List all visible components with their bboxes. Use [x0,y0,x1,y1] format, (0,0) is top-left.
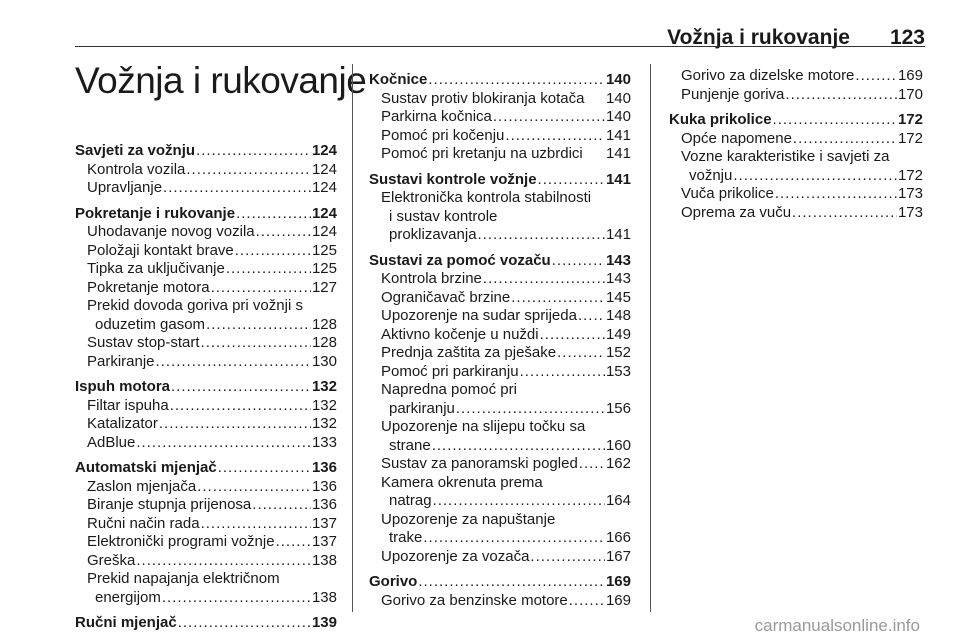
toc-entry-continuation[interactable] [669,167,923,186]
toc-page-number: 124 [311,142,337,159]
toc-entry-label: Pokretanje i rukovanje [75,204,236,222]
toc-page-number: 160 [605,436,631,454]
toc-section-entry[interactable] [75,205,337,224]
toc-entry-continuation[interactable] [369,400,631,419]
dot-leader [256,223,311,242]
toc-entry-label: Ograničavač brzine [381,288,511,306]
toc-entry[interactable] [669,86,923,105]
toc-entry[interactable] [369,108,631,127]
toc-entry[interactable] [75,179,337,198]
dot-leader [423,529,605,548]
toc-entry-label: oduzetim gasom [95,315,206,333]
toc-entry-label: Vuča prikolice [681,185,774,202]
dot-leader [163,179,311,198]
toc-entry-label: Gorivo [369,573,418,590]
dot-leader [855,67,897,86]
toc-entry-label: vožnju [689,166,733,184]
dot-leader [432,437,605,456]
toc-page-number: 149 [605,325,631,343]
toc-page-number: 145 [605,288,631,306]
dot-leader [493,108,605,127]
toc-page-number: 124 [311,179,337,196]
toc-entry-line[interactable] [369,189,631,208]
toc-page-number: 170 [897,85,923,103]
toc-entry[interactable] [75,260,337,279]
toc-entry-label: Uhodavanje novog vozila [87,223,255,240]
toc-page-number: 138 [311,588,337,606]
toc-entry-label: Tipka za uključivanje [87,260,225,277]
toc-page-number: 141 [605,126,631,144]
toc-entry-label: Sustav protiv blokiranja kotača [381,89,585,107]
toc-page-number: 148 [605,307,631,324]
toc-entry-continuation[interactable] [75,316,337,335]
toc-page-number: 141 [605,170,631,188]
dot-leader [252,496,311,515]
toc-page-number: 141 [605,226,631,243]
toc-entry-label: proklizavanja [389,226,477,243]
toc-entry-label: Aktivno kočenje u nuždi [381,325,539,343]
toc-page-number: 132 [311,415,337,432]
dot-leader [206,316,311,335]
dot-leader [171,378,311,397]
toc-entry[interactable] [75,478,337,497]
toc-section-entry[interactable] [75,142,337,161]
toc-page-number: 128 [311,334,337,351]
toc-page-number: 124 [311,204,337,222]
toc-page-number: 140 [605,108,631,125]
toc-entry[interactable] [75,515,337,534]
header-chapter-title: Vožnja i rukovanje [667,26,850,49]
dot-leader [201,515,311,534]
toc-page-number: 143 [605,270,631,287]
toc-page-number: 136 [311,477,337,495]
toc-entry[interactable] [369,592,631,611]
toc-entry-label: Prekid napajanja električnom [87,570,280,587]
dot-leader [211,279,311,298]
toc-page-number: 164 [605,492,631,509]
toc-page-number: 125 [311,260,337,277]
toc-entry-label: Kontrola brzine [381,270,482,287]
toc-entry-label: Kamera okrenuta prema [381,473,543,491]
dot-leader [136,434,311,453]
toc-entry[interactable] [75,397,337,416]
dot-leader [792,204,897,223]
toc-entry-label: Zaslon mjenjača [87,477,197,495]
toc-entry-line[interactable] [369,381,631,400]
running-header [667,26,925,56]
dot-leader [418,573,605,592]
toc-page-number: 136 [311,496,337,513]
toc-entry-label: Elektronička kontrola stabilnosti [381,189,592,206]
dot-leader [733,167,897,186]
toc-entry-label: Ručni mjenjač [75,614,177,631]
toc-entry-label: Upozorenje na slijepu točku sa [381,418,586,435]
toc-entry-label: Pomoć pri kretanju na uzbrdici [381,145,583,162]
dot-leader [218,459,311,478]
toc-entry-line[interactable] [369,474,631,493]
dot-leader [505,127,605,146]
toc-entry-line[interactable] [669,148,923,167]
dot-leader [520,363,605,382]
toc-entry-line[interactable] [369,418,631,437]
toc-entry-label: Greška [87,551,136,569]
toc-page-number: 172 [897,129,923,147]
toc-entry-label: Gorivo za dizelske motore [681,67,855,84]
toc-page-number: 140 [605,71,631,88]
toc-entry[interactable] [669,67,923,86]
toc-page-number: 173 [897,203,923,221]
toc-entry-label: Upozorenje na sudar sprijeda [381,307,577,324]
toc-entry[interactable] [75,552,337,571]
toc-entry-label: Pokretanje motora [87,278,210,296]
dot-leader [428,71,605,90]
toc-entry-label: Pomoć pri kočenju [381,126,505,144]
toc-entry[interactable] [369,548,631,567]
toc-section-entry[interactable] [75,378,337,397]
toc-entry-label: Parkiranje [87,352,155,370]
toc-column-1 [75,142,337,633]
toc-entry[interactable] [75,434,337,453]
toc-entry[interactable] [369,326,631,345]
toc-entry-label: Parkirna kočnica [381,108,492,125]
toc-page-number: 166 [605,529,631,546]
toc-section-entry[interactable] [669,111,923,130]
toc-page-number: 130 [311,352,337,370]
toc-entry-continuation[interactable] [369,226,631,245]
dot-leader [578,307,605,326]
toc-entry-label: Napredna pomoć pri [381,381,517,398]
toc-entry-label: Sustav za panoramski pogled [381,455,578,472]
toc-page-number: 143 [605,251,631,269]
toc-entry-label: Oprema za vuču [681,203,792,221]
toc-entry-line[interactable] [369,208,631,227]
toc-page-number: 124 [311,223,337,240]
toc-entry[interactable] [369,270,631,289]
toc-entry-label: natrag [389,492,432,509]
dot-leader [178,614,311,633]
toc-entry-label: Upravljanje [87,179,163,196]
dot-leader [276,533,311,552]
toc-entry-continuation[interactable] [369,492,631,511]
toc-entry-line[interactable] [369,511,631,530]
toc-section-entry[interactable] [369,252,631,271]
toc-entry[interactable] [75,223,337,242]
dot-leader [530,548,605,567]
toc-entry-label: Automatski mjenjač [75,459,217,476]
dot-leader [793,130,897,149]
toc-page-number: 132 [311,396,337,414]
toc-page-number: 133 [311,433,337,451]
dot-leader [162,589,311,608]
toc-entry-label: Upozorenje za napuštanje [381,510,556,528]
toc-entry-label: Prednja zaštita za pješake [381,344,557,361]
dot-leader [773,111,897,130]
toc-entry-label: Sustav stop-start [87,334,200,351]
toc-section-entry[interactable] [75,614,337,633]
toc-entry[interactable] [369,455,631,474]
toc-entry-label: Biranje stupnja prijenosa [87,496,252,513]
dot-leader [235,242,311,261]
toc-entry-label: energijom [95,588,161,606]
toc-entry[interactable] [369,307,631,326]
dot-leader [197,478,311,497]
page-title: Vožnja i rukovanje [75,60,367,101]
dot-leader [511,289,605,308]
toc-entry-label: Kontrola vozila [87,160,186,178]
dot-leader [186,161,311,180]
dot-leader [569,592,605,611]
toc-entry-continuation[interactable] [369,437,631,456]
toc-page-number: 127 [311,278,337,296]
toc-entry-label: Prekid dovoda goriva pri vožnji s [87,297,303,314]
dot-leader [775,185,897,204]
dot-leader [136,552,311,571]
toc-section-entry[interactable] [75,459,337,478]
toc-entry-label: parkiranju [389,399,455,417]
toc-entry-label: trake [389,529,423,546]
toc-column-3 [669,67,923,222]
toc-entry[interactable] [75,161,337,180]
toc-entry-label: Kuka prikolice [669,111,772,128]
toc-page-number: 169 [605,591,631,609]
toc-section-entry[interactable] [369,573,631,592]
dot-leader [170,397,311,416]
toc-page-number: 169 [605,573,631,590]
toc-entry[interactable] [669,130,923,149]
toc-entry-label: Sustavi kontrole vožnje [369,170,537,188]
toc-entry-label: AdBlue [87,433,136,451]
toc-entry-label: Položaji kontakt brave [87,241,234,259]
toc-page-number: 137 [311,514,337,532]
toc-entry-continuation[interactable] [75,589,337,608]
toc-page-number: 124 [311,160,337,178]
toc-entry-label: i sustav kontrole [389,207,498,225]
toc-entry-label: Ispuh motora [75,378,171,395]
dot-leader [478,226,605,245]
toc-section-entry[interactable] [369,71,631,90]
toc-entry[interactable] [369,90,631,109]
toc-page-number: 138 [311,551,337,569]
toc-section-entry[interactable] [369,171,631,190]
dot-leader [579,455,605,474]
header-page-number: 123 [889,26,925,49]
toc-entry-label: Vozne karakteristike i savjeti za [681,148,890,165]
toc-entry-label: Ručni način rada [87,514,200,532]
toc-page-number: 125 [311,241,337,259]
toc-entry-label: Filtar ispuha [87,396,169,414]
toc-entry[interactable] [369,145,631,164]
toc-entry-label: Sustavi za pomoć vozaču [369,251,551,269]
dot-leader [159,415,311,434]
dot-leader [236,205,311,224]
toc-page-number: 172 [897,166,923,184]
toc-page-number: 136 [311,459,337,476]
toc-page-number: 139 [311,614,337,631]
dot-leader [538,171,605,190]
toc-entry-continuation[interactable] [369,529,631,548]
dot-leader [196,142,311,161]
dot-leader [540,326,605,345]
toc-entry-label: Katalizator [87,415,158,432]
toc-page-number: 141 [605,145,631,162]
toc-page-number: 137 [311,533,337,550]
toc-page-number: 156 [605,399,631,417]
toc-entry-label: Gorivo za benzinske motore [381,591,568,609]
toc-page-number: 169 [897,67,923,84]
toc-page-number: 153 [605,362,631,380]
dot-leader [433,492,605,511]
watermark: carmanualsonline.info [754,616,920,635]
dot-leader [156,353,311,372]
toc-entry-line[interactable] [75,570,337,589]
dot-leader [785,86,897,105]
toc-entry-label: Pomoć pri parkiranju [381,362,519,380]
toc-page-number: 162 [605,455,631,472]
toc-page-number: 167 [605,547,631,565]
toc-page-number: 152 [605,344,631,361]
toc-entry-line[interactable] [75,297,337,316]
toc-entry-label: Kočnice [369,71,428,88]
toc-page-number: 173 [897,185,923,202]
column-divider [352,64,353,612]
toc-entry-label: Opće napomene [681,129,792,147]
column-divider [650,64,651,612]
dot-leader [201,334,311,353]
toc-entry-label: Savjeti za vožnju [75,142,196,159]
toc-entry[interactable] [369,344,631,363]
dot-leader [483,270,605,289]
toc-entry-label: strane [389,436,431,454]
toc-entry[interactable] [75,242,337,261]
dot-leader [456,400,605,419]
toc-entry[interactable] [369,289,631,308]
dot-leader [226,260,311,279]
toc-page-number: 140 [605,89,631,107]
toc-entry[interactable] [75,334,337,353]
toc-entry-label: Upozorenje za vozača [381,547,530,565]
toc-entry[interactable] [669,204,923,223]
dot-leader [557,344,605,363]
toc-entry[interactable] [669,185,923,204]
toc-entry[interactable] [369,127,631,146]
toc-entry[interactable] [75,279,337,298]
toc-entry-label: Punjenje goriva [681,85,785,103]
toc-page-number: 172 [897,111,923,128]
toc-page-number: 132 [311,378,337,395]
toc-entry[interactable] [369,363,631,382]
toc-column-2 [369,71,631,610]
toc-page-number: 128 [311,315,337,333]
toc-entry[interactable] [75,415,337,434]
toc-entry[interactable] [75,496,337,515]
toc-entry[interactable] [75,533,337,552]
toc-entry-label: Elektronički programi vožnje [87,533,275,550]
toc-entry[interactable] [75,353,337,372]
dot-leader [552,252,605,271]
header-rule [75,46,925,47]
